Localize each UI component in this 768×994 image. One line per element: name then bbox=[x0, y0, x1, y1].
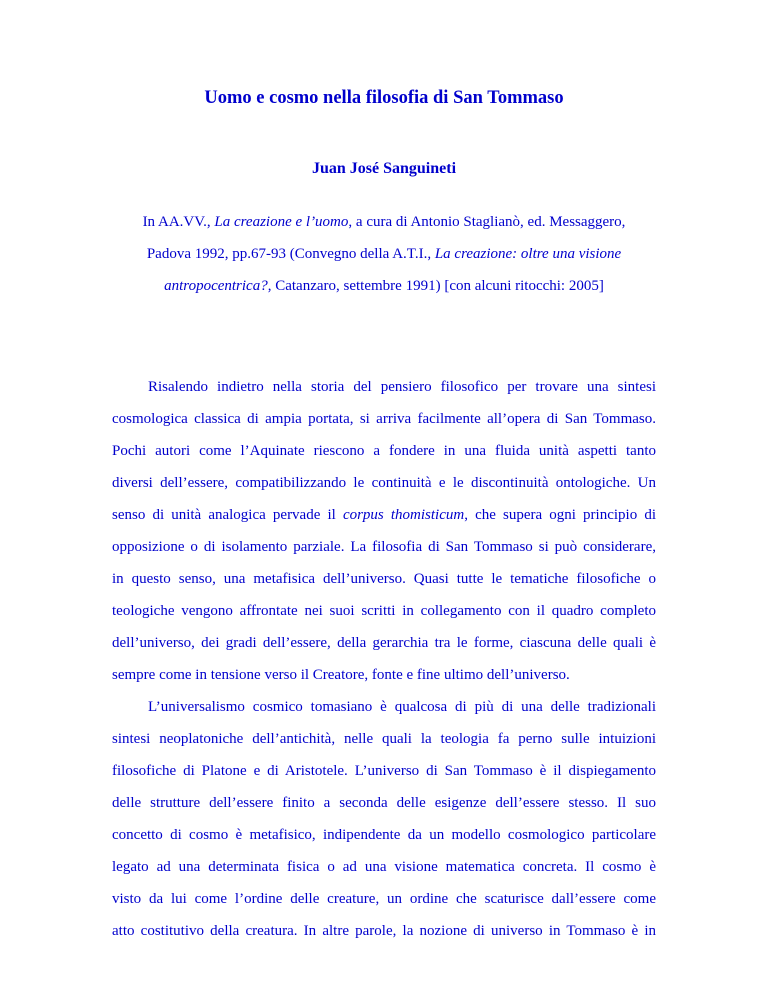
text-line: delle strutture dell’essere finito a seconda delle esigenze dell’essere stesso. Il suo bbox=[112, 795, 656, 811]
book-title: La creazione e l’uomo bbox=[214, 214, 349, 230]
text-line: diversi dell’essere, compatibilizzando le continuità e le discontinuità ontologiche. Un bbox=[112, 475, 656, 491]
conference-title-cont: antropocentrica? bbox=[164, 278, 268, 294]
text-line: dell’universo, dei gradi dell’essere, della gerarchia tra le forme, ciascuna delle quali è bbox=[112, 635, 656, 651]
text-line: sempre come in tensione verso il Creatore, fonte e fine ultimo dell’universo. bbox=[112, 667, 570, 683]
text-line: visto da lui come l’ordine delle creature, un ordine che scaturisce dall’essere come bbox=[112, 891, 656, 907]
paragraph-1 bbox=[112, 371, 656, 691]
reference-line-3: antropocentrica?, Catanzaro, settembre 1991) [con alcuni ritocchi: 2005] bbox=[164, 278, 604, 294]
document-title: Uomo e cosmo nella filosofia di San Tommaso bbox=[204, 88, 564, 108]
author-name: Juan José Sanguineti bbox=[311, 160, 457, 177]
reference-line-2: Padova 1992, pp.67-93 (Convegno della A.T.I., La creazione: oltre una visione bbox=[146, 246, 622, 262]
text-line: in questo senso, una metafisica dell’universo. Quasi tutte le tematiche filosofiche o bbox=[112, 571, 656, 587]
text-line: L’universalismo cosmico tomasiano è qualcosa di più di una delle tradizionali bbox=[148, 699, 656, 715]
text-line: cosmologica classica di ampia portata, si arriva facilmente all’opera di San Tommaso. bbox=[112, 411, 656, 427]
paragraph-2 bbox=[112, 691, 656, 947]
text-line: opposizione o di isolamento parziale. La filosofia di San Tommaso si può considerare, bbox=[112, 539, 656, 555]
text-line: legato ad una determinata fisica o ad una visione matematica concreta. Il cosmo è bbox=[112, 859, 656, 875]
body-text bbox=[112, 371, 656, 947]
text-line: Pochi autori come l’Aquinate riescono a fondere in una fluida unità aspetti tanto bbox=[112, 443, 656, 459]
conference-title: La creazione: oltre una visione bbox=[434, 246, 622, 262]
text-line: Risalendo indietro nella storia del pensiero filosofico per trovare una sintesi bbox=[148, 379, 656, 395]
text-line: atto costitutivo della creatura. In altre parole, la nozione di universo in Tommaso è in bbox=[112, 923, 656, 939]
text-line: concetto di cosmo è metafisico, indipendente da un modello cosmologico particolare bbox=[112, 827, 656, 843]
text-line: senso di unità analogica pervade il corpus thomisticum, che supera ogni principio di bbox=[112, 507, 656, 523]
text-line: sintesi neoplatoniche dell’antichità, nelle quali la teologia fa perno sulle intuizioni bbox=[112, 731, 656, 747]
latin-term: corpus thomisticum bbox=[342, 507, 465, 523]
text-line: filosofiche di Platone e di Aristotele. L’universo di San Tommaso è il dispiegamento bbox=[112, 763, 656, 779]
publication-reference bbox=[112, 206, 656, 302]
reference-line-1: In AA.VV., La creazione e l’uomo, a cura di Antonio Staglianò, ed. Messaggero, bbox=[142, 214, 626, 230]
text-line: teologiche vengono affrontate nei suoi scritti in collegamento con il quadro completo bbox=[112, 603, 656, 619]
